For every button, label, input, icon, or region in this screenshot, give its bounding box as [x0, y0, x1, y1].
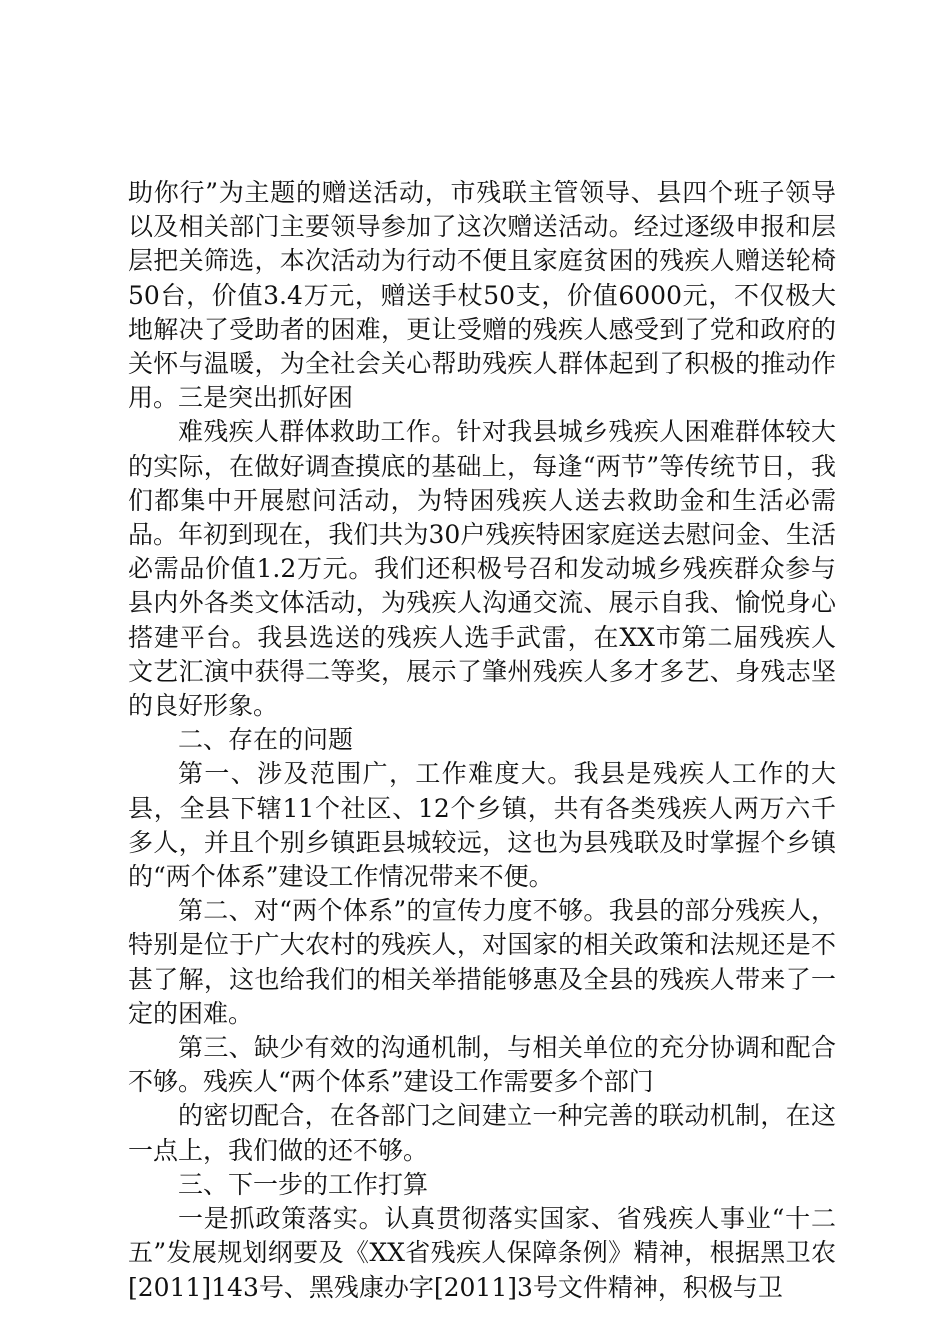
paragraph-problem-3: 第三、缺少有效的沟通机制，与相关单位的充分协调和配合不够。残疾人“两个体系”建设工作需要多个部门: [128, 1033, 836, 1097]
section-heading-next-steps: 三、下一步的工作打算: [178, 1169, 429, 1199]
paragraph-2: 难残疾人群体救助工作。针对我县城乡残疾人困难群体较大的实际，在做好调查摸底的基础上，每逢“两节”等传统节日，我们都集中开展慰问活动，为特困残疾人送去救助金和生活必需品。年初到现在，我们共为30户残疾特困家庭送去慰问金、生活必需品价值1.2万元。我们还积极号召和发动城乡残疾群众参与县内外各类文体活动，为残疾人沟通交流、展示自我、愉悦身心搭建平台。我县选送的残疾人选手武雷，在XX市第二届残疾人文艺汇演中获得二等奖，展示了肇州残疾人多才多艺、身残志坚的良好形象。: [128, 417, 836, 721]
section-heading-problems: 二、存在的问题: [178, 725, 354, 755]
document-body: [128, 176, 836, 1305]
paragraph-problem-3-cont: 的密切配合，在各部门之间建立一种完善的联动机制，在这一点上，我们做的还不够。: [128, 1101, 836, 1165]
paragraph-problem-1: 第一、涉及范围广，工作难度大。我县是残疾人工作的大县，全县下辖11个社区、12个乡镇，共有各类残疾人两万六千多人，并且个别乡镇距县城较远，这也为县残联及时掌握个乡镇的“两个体系”建设工作情况带来不便。: [128, 759, 836, 892]
paragraph-problem-2: 第二、对“两个体系”的宣传力度不够。我县的部分残疾人，特别是位于广大农村的残疾人，对国家的相关政策和法规还是不甚了解，这也给我们的相关举措能够惠及全县的残疾人带来了一定的困难。: [128, 896, 836, 1028]
paragraph-next-step-1: 一是抓政策落实。认真贯彻落实国家、省残疾人事业“十二五”发展规划纲要及《XX省残疾人保障条例》精神，根据黑卫农[2011]143号、黑残康办字[2011]3号文件精神，积极与卫: [128, 1204, 836, 1302]
paragraph-1: 助你行”为主题的赠送活动，市残联主管领导、县四个班子领导以及相关部门主要领导参加了这次赠送活动。经过逐级申报和层层把关筛选，本次活动为行动不便且家庭贫困的残疾人赠送轮椅50台，价值3.4万元，赠送手杖50支，价值6000元，不仅极大地解决了受助者的困难，更让受赠的残疾人感受到了党和政府的关怀与温暖，为全社会关心帮助残疾人群体起到了积极的推动作用。三是突出抓好困: [128, 178, 836, 413]
